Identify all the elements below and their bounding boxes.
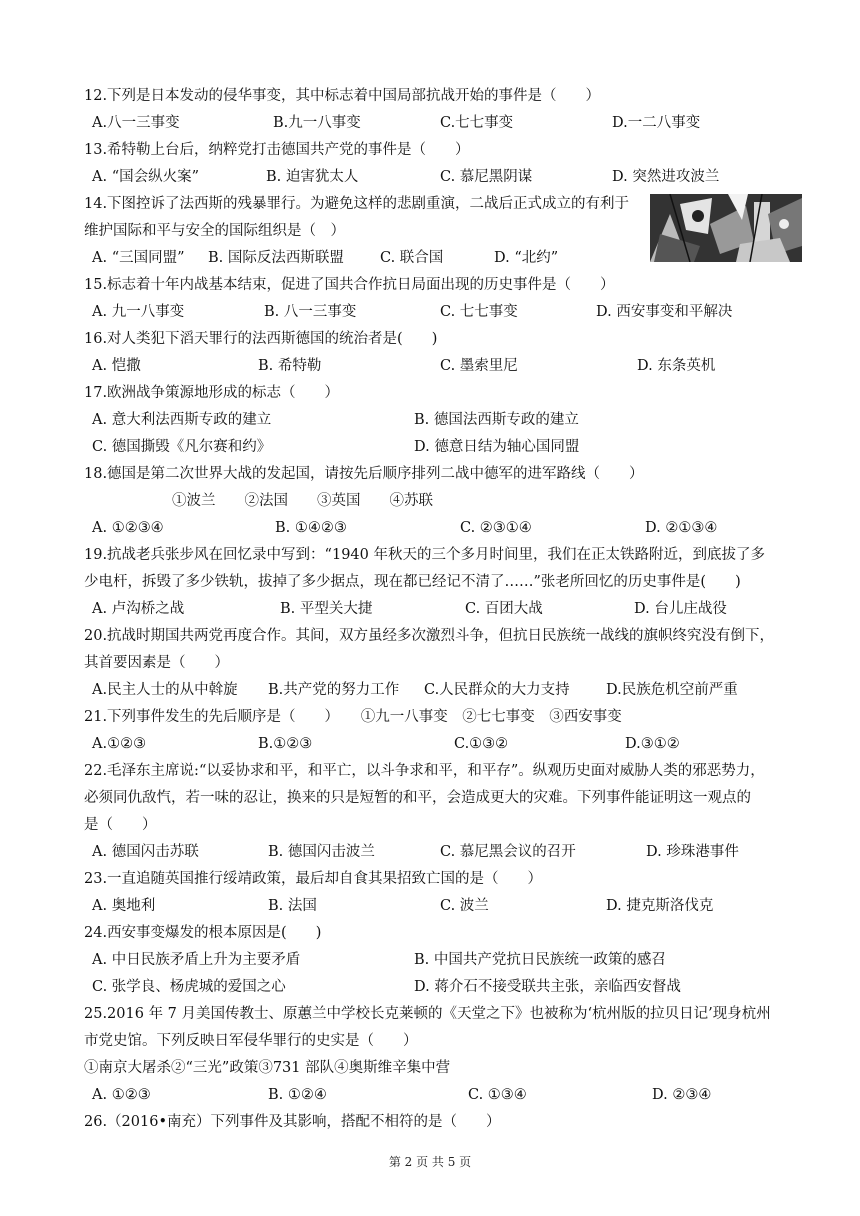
q15-option-d[interactable]: D. 西安事变和平解决 xyxy=(596,304,733,320)
q13-option-b[interactable]: B. 迫害犹太人 xyxy=(266,169,359,185)
q19-option-b[interactable]: B. 平型关大捷 xyxy=(280,601,373,617)
question-22-stem-line-3: 是（ ） xyxy=(84,817,157,833)
question-22-stem-line-1: 22.毛泽东主席说:“以妥协求和平，和平亡，以斗争求和平，和平存”。纵观历史面对威胁人类的邪恶势力， xyxy=(84,763,765,779)
q16-option-c[interactable]: C. 墨索里尼 xyxy=(440,358,518,374)
q12-option-b[interactable]: B.九一八事变 xyxy=(273,115,361,131)
question-20-stem-line-1: 20.抗战时期国共两党再度合作。其间，双方虽经多次激烈斗争，但抗日民族统一战线的旗帜终究没有倒下， xyxy=(84,628,775,644)
page-footer: 第 2 页 共 5 页 xyxy=(388,1155,472,1169)
q15-option-b[interactable]: B. 八一三事变 xyxy=(264,304,357,320)
q13-option-d[interactable]: D. 突然进攻波兰 xyxy=(612,169,720,185)
q24-option-b[interactable]: B. 中国共产党抗日民族统一政策的感召 xyxy=(414,952,666,968)
q16-option-d[interactable]: D. 东条英机 xyxy=(637,358,716,374)
question-25-stem-line-1: 25.2016 年 7 月美国传教士、原蕙兰中学校长克莱顿的《天堂之下》也被称为‘杭州版的拉贝日记’现身杭州 xyxy=(84,1006,771,1022)
question-19-stem-line-1: 19.抗战老兵张步风在回忆录中写到：“1940 年秋天的三个多月时间里，我们在正太铁路附近，到底拔了多 xyxy=(84,547,765,563)
q20-option-b[interactable]: B.共产党的努力工作 xyxy=(268,682,400,698)
q18-option-c[interactable]: C. ②③①④ xyxy=(460,520,532,536)
question-14-stem-line-1: 14.下图控诉了法西斯的残暴罪行。为避免这样的悲剧重演，二战后正式成立的有利于 xyxy=(84,196,630,212)
q24-option-a[interactable]: A. 中日民族矛盾上升为主要矛盾 xyxy=(92,952,301,968)
q22-option-c[interactable]: C. 慕尼黑会议的召开 xyxy=(440,844,576,860)
q17-option-b[interactable]: B. 德国法西斯专政的建立 xyxy=(414,412,579,428)
q13-option-a[interactable]: A. “国会纵火案” xyxy=(92,169,200,185)
q16-option-b[interactable]: B. 希特勒 xyxy=(258,358,322,374)
guernica-painting-image xyxy=(650,194,802,262)
q25-items: ①南京大屠杀②“三光”政策③731 部队④奥斯维辛集中营 xyxy=(84,1060,451,1076)
q18-option-d[interactable]: D. ②①③④ xyxy=(645,520,718,536)
question-20-stem-line-2: 其首要因素是（ ） xyxy=(84,655,229,671)
question-14-stem-line-2: 维护国际和平与安全的国际组织是（ ） xyxy=(84,223,345,239)
question-22-stem-line-2: 必须同仇敌忾，若一味的忍让，换来的只是短暂的和平，会造成更大的灾难。下列事件能证明这一观点的 xyxy=(84,790,751,806)
question-24-stem: 24.西安事变爆发的根本原因是( ) xyxy=(84,925,322,941)
q22-option-a[interactable]: A. 德国闪击苏联 xyxy=(92,844,199,860)
question-26-stem: 26.（2016•南充）下列事件及其影响，搭配不相符的是（ ） xyxy=(84,1114,501,1130)
q15-option-c[interactable]: C. 七七事变 xyxy=(440,304,518,320)
q17-option-c[interactable]: C. 德国撕毁《凡尔赛和约》 xyxy=(92,439,272,455)
q14-option-c[interactable]: C. 联合国 xyxy=(380,250,444,266)
q15-option-a[interactable]: A. 九一八事变 xyxy=(92,304,185,320)
question-12-stem: 12.下列是日本发动的侵华事变，其中标志着中国局部抗战开始的事件是（ ） xyxy=(84,88,601,104)
q21-option-a[interactable]: A.①②③ xyxy=(92,736,147,752)
question-13-stem: 13.希特勒上台后，纳粹党打击德国共产党的事件是（ ） xyxy=(84,142,470,158)
q17-option-a[interactable]: A. 意大利法西斯专政的建立 xyxy=(92,412,272,428)
q21-option-b[interactable]: B.①②③ xyxy=(258,736,313,752)
q17-option-d[interactable]: D. 德意日结为轴心国同盟 xyxy=(414,439,580,455)
q23-option-a[interactable]: A. 奥地利 xyxy=(92,898,156,914)
q22-option-d[interactable]: D. 珍珠港事件 xyxy=(646,844,739,860)
question-18-stem: 18.德国是第二次世界大战的发起国，请按先后顺序排列二战中德军的进军路线（ ） xyxy=(84,466,644,482)
question-25-stem-line-2: 市党史馆。下列反映日军侵华罪行的史实是（ ） xyxy=(84,1033,418,1049)
question-19-stem-line-2: 少电杆，拆毁了多少铁轨，拔掉了多少据点，现在都已经记不清了……”张老所回忆的历史事件是( ) xyxy=(84,574,741,590)
q23-option-c[interactable]: C. 波兰 xyxy=(440,898,489,914)
q14-option-d[interactable]: D. “北约” xyxy=(494,250,559,266)
q24-option-d[interactable]: D. 蒋介石不接受联共主张，亲临西安督战 xyxy=(414,979,681,995)
question-21-stem: 21.下列事件发生的先后顺序是（ ） ①九一八事变 ②七七事变 ③西安事变 xyxy=(84,709,622,725)
q12-option-d[interactable]: D.一二八事变 xyxy=(612,115,701,131)
q25-option-d[interactable]: D. ②③④ xyxy=(652,1087,712,1103)
q13-option-c[interactable]: C. 慕尼黑阴谋 xyxy=(440,169,533,185)
q25-option-c[interactable]: C. ①③④ xyxy=(468,1087,527,1103)
guernica-painting-icon xyxy=(650,194,802,262)
q20-option-d[interactable]: D.民族危机空前严重 xyxy=(606,682,738,698)
q19-option-c[interactable]: C. 百团大战 xyxy=(465,601,543,617)
q19-option-d[interactable]: D. 台儿庄战役 xyxy=(634,601,727,617)
q14-option-b[interactable]: B. 国际反法西斯联盟 xyxy=(208,250,344,266)
q25-option-b[interactable]: B. ①②④ xyxy=(268,1087,327,1103)
question-23-stem: 23.一直追随英国推行绥靖政策，最后却自食其果招致亡国的是（ ） xyxy=(84,871,543,887)
q20-option-c[interactable]: C.人民群众的大力支持 xyxy=(424,682,570,698)
q21-option-d[interactable]: D.③①② xyxy=(625,736,680,752)
q20-option-a[interactable]: A.民主人士的从中斡旋 xyxy=(92,682,238,698)
question-15-stem: 15.标志着十年内战基本结束，促进了国共合作抗日局面出现的历史事件是（ ） xyxy=(84,277,615,293)
q18-option-a[interactable]: A. ①②③④ xyxy=(92,520,164,536)
q18-option-b[interactable]: B. ①④②③ xyxy=(275,520,347,536)
q12-option-c[interactable]: C.七七事变 xyxy=(440,115,514,131)
q18-route-items: ①波兰 ②法国 ③英国 ④苏联 xyxy=(172,493,433,509)
question-16-stem: 16.对人类犯下滔天罪行的法西斯德国的统治者是( ) xyxy=(84,331,438,347)
q12-option-a[interactable]: A.八一三事变 xyxy=(92,115,180,131)
q25-option-a[interactable]: A. ①②③ xyxy=(92,1087,151,1103)
q21-option-c[interactable]: C.①③② xyxy=(454,736,509,752)
q23-option-b[interactable]: B. 法国 xyxy=(268,898,317,914)
q16-option-a[interactable]: A. 恺撒 xyxy=(92,358,141,374)
q22-option-b[interactable]: B. 德国闪击波兰 xyxy=(268,844,375,860)
question-17-stem: 17.欧洲战争策源地形成的标志（ ） xyxy=(84,385,340,401)
q14-option-a[interactable]: A. “三国同盟” xyxy=(92,250,185,266)
q24-option-c[interactable]: C. 张学良、杨虎城的爱国之心 xyxy=(92,979,286,995)
q19-option-a[interactable]: A. 卢沟桥之战 xyxy=(92,601,185,617)
q23-option-d[interactable]: D. 捷克斯洛伐克 xyxy=(606,898,714,914)
